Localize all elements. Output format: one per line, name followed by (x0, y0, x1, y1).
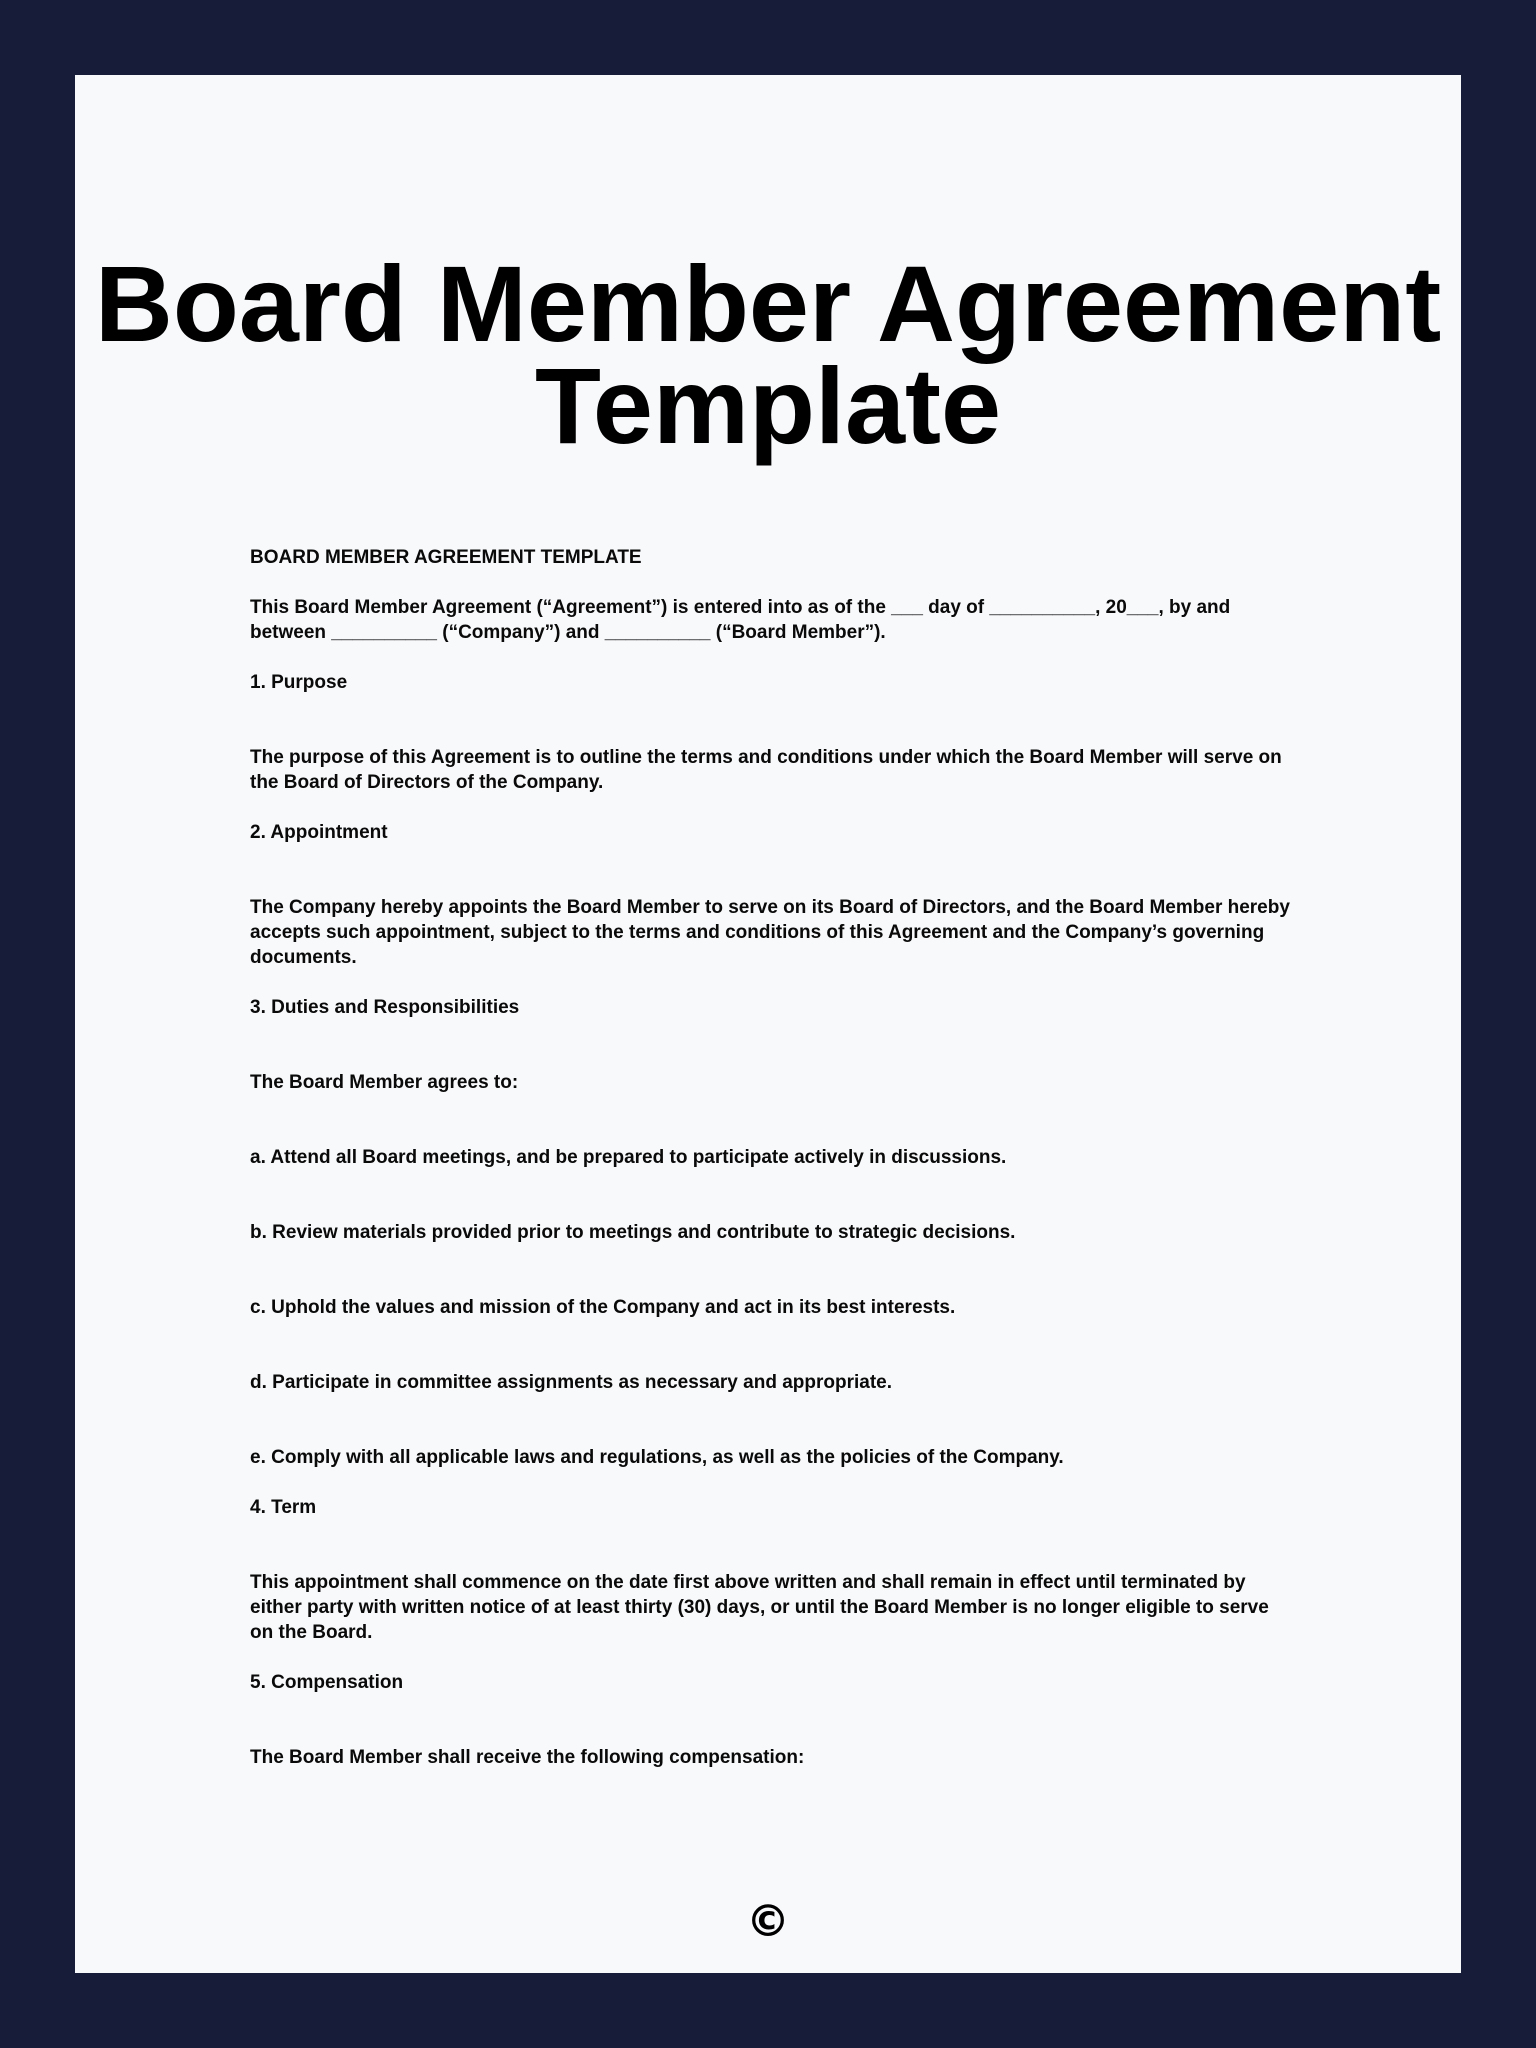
intro-paragraph: This Board Member Agreement (“Agreement”) is entered into as of the ___ day of __________, 20___, by and between __________ (“Company”) and __________ (“Board Member”). (250, 597, 1231, 643)
section-heading-term: 4. Term (250, 1497, 317, 1518)
document-page (75, 75, 1461, 1973)
page-title: Board Member Agreement Template (94, 243, 1442, 466)
section-text-appointment: The Company hereby appoints the Board Member to serve on its Board of Directors, and the Board Member hereby accepts such appointment, subject to the terms and conditions of this Agreement and the Company’s governing documents. (250, 897, 1290, 968)
list-item: d. Participate in committee assignments as necessary and appropriate. (250, 1372, 893, 1393)
document-body (250, 545, 1290, 1795)
section-heading-appointment: 2. Appointment (250, 822, 388, 843)
list-item: a. Attend all Board meetings, and be prepared to participate actively in discussions. (250, 1147, 1007, 1168)
duties-intro: The Board Member agrees to: (250, 1072, 519, 1093)
list-item: c. Uphold the values and mission of the Company and act in its best interests. (250, 1297, 956, 1318)
section-heading-compensation: 5. Compensation (250, 1672, 404, 1693)
list-item: e. Comply with all applicable laws and regulations, as well as the policies of the Company. (250, 1447, 1064, 1468)
list-item: b. Review materials provided prior to meetings and contribute to strategic decisions. (250, 1222, 1016, 1243)
section-heading-duties: 3. Duties and Responsibilities (250, 997, 520, 1018)
section-text-term: This appointment shall commence on the date first above written and shall remain in effect until terminated by either party with written notice of at least thirty (30) days, or until the Board Member is no longer eligible to serve on the Board. (250, 1572, 1269, 1643)
compensation-intro: The Board Member shall receive the following compensation: (250, 1747, 805, 1768)
section-text-purpose: The purpose of this Agreement is to outline the terms and conditions under which the Board Member will serve on the Board of Directors of the Company. (250, 747, 1282, 793)
section-heading-purpose: 1. Purpose (250, 672, 348, 693)
document-heading: BOARD MEMBER AGREEMENT TEMPLATE (250, 547, 642, 568)
copyright-icon: © (746, 1896, 790, 1947)
